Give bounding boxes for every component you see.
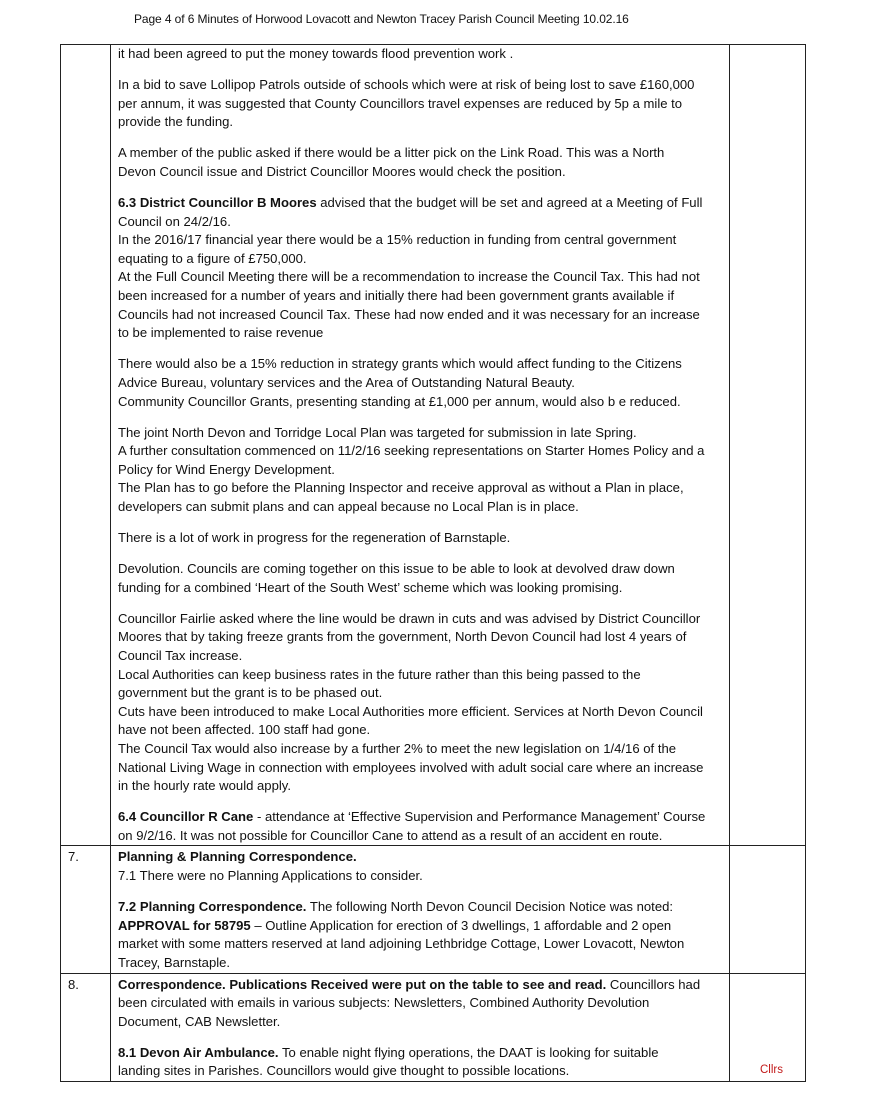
minutes-row-8 [61,973,806,1081]
page-header: Page 4 of 6 Minutes of Horwood Lovacott and Newton Tracey Parish Council Meeting 10.02.16 [134,12,629,26]
heading-7-2: 7.2 Planning Correspondence. [118,899,307,915]
item-body [111,973,730,1081]
minutes-table [60,44,806,1082]
heading-8-1: 8.1 Devon Air Ambulance. [118,1044,279,1060]
item-number: 7. [61,846,111,973]
paragraph-devolution: Devolution. Councils are coming together on this issue to be able to look at devolved draw down funding for a combined ‘Heart of the South West’ scheme which was looking promising. [118,561,675,595]
paragraph-8-correspondence: Correspondence. Publications Received were put on the table to see and read. Councillors had been circulated with emails in various subjects: Newsletters, Combined Authority Devolution Document, CAB Newsletter. [118,976,701,1029]
approval-label: APPROVAL for 58795 [118,917,251,933]
paragraph-litter-pick: A member of the public asked if there would be a litter pick on the Link Road. This was a North Devon Council issue and District Councillor Moores would check the position. [118,145,665,179]
action-cell [730,45,806,846]
action-cell [730,846,806,973]
item-body [111,45,730,846]
item-body [111,846,730,973]
paragraph-7-header: Planning & Planning Correspondence. 7.1 There were no Planning Applications to consider. [118,848,721,885]
paragraph-barnstaple: There is a lot of work in progress for the regeneration of Barnstaple. [118,530,511,546]
paragraph-flood: it had been agreed to put the money towards flood prevention work . [118,46,514,61]
minutes-row-continuation [61,45,806,846]
action-cell [730,973,806,1081]
paragraph-7-2: 7.2 Planning Correspondence. The following North Devon Council Decision Notice was noted: APPROVAL for 58795 – Outline Application for erection of 3 dwellings, 1 affordable and 2 open market with some matters reserved at land adjoining Lethbridge Cottage, Lower Lovacott, Newton Tracey, Barnstaple. [118,899,685,970]
paragraph-6-4: 6.4 Councillor R Cane - attendance at ‘Effective Supervision and Performance Management’ Course on 9/2/16. It was not possible for Councillor Cane to attend as a result of an accident en route. [118,809,706,843]
heading-6-4: 6.4 Councillor R Cane [118,809,254,825]
item-title: Planning & Planning Correspondence. [118,849,357,865]
item-number [61,45,111,846]
item-number: 8. [61,973,111,1081]
action-assignee: Cllrs [760,1064,783,1077]
paragraph-6-3: 6.3 District Councillor B Moores advised that the budget will be set and agreed at a Meeting of Full Council on 24/2/16. In the 2016/17 financial year there would be a 15% reduction in funding from central government equating to a figure of £750,000. At the Full Council Meeting there will be a recommendation to increase the Council Tax. This had not been increased for a number of years and initially there had been government grants available if Councils had not increased Council Tax. These had now ended and it was necessary for an increase to be implemented to raise revenue [118,195,703,341]
item-title: Correspondence. Publications Received were put on the table to see and read. [118,976,607,992]
paragraph-cuts: Councillor Fairlie asked where the line would be drawn in cuts and was advised by District Councillor Moores that by taking freeze grants from the government, North Devon Council had lost 4 years of Council Tax increase. Local Authorities can keep business rates in the future rather than this being passed to the government but the grant is to be phased out. Cuts have been introduced to make Local Authorities more efficient. Services at North Devon Council have not been affected. 100 staff had gone. The Council Tax would also increase by a further 2% to meet the new legislation on 1/4/16 of the National Living Wage in connection with employees involved with adult social care where an increase in the hourly rate would apply. [118,610,704,794]
minutes-row-7 [61,846,806,973]
heading-6-3: 6.3 District Councillor B Moores [118,195,317,211]
paragraph-local-plan: The joint North Devon and Torridge Local Plan was targeted for submission in late Spring. A further consultation commenced on 11/2/16 seeking representations on Starter Homes Policy and a Policy for Wind Energy Development. The Plan has to go before the Planning Inspector and receive approval as without a Plan in place, developers can submit plans and can appeal because no Local Plan is in place. [118,424,705,514]
paragraph-8-1: 8.1 Devon Air Ambulance. To enable night flying operations, the DAAT is looking for suitable landing sites in Parishes. Councillors would give thought to possible locations. [118,1044,659,1079]
paragraph-strategy-grants: There would also be a 15% reduction in strategy grants which would affect funding to the Citizens Advice Bureau, voluntary services and the Area of Outstanding Natural Beauty. Community Councillor Grants, presenting standing at £1,000 per annum, would also b e reduced. [118,356,682,409]
paragraph-lollipop: In a bid to save Lollipop Patrols outside of schools which were at risk of being lost to save £160,000 per annum, it was suggested that County Councillors travel expenses are reduced by 5p a mile to provide the funding. [118,77,695,130]
